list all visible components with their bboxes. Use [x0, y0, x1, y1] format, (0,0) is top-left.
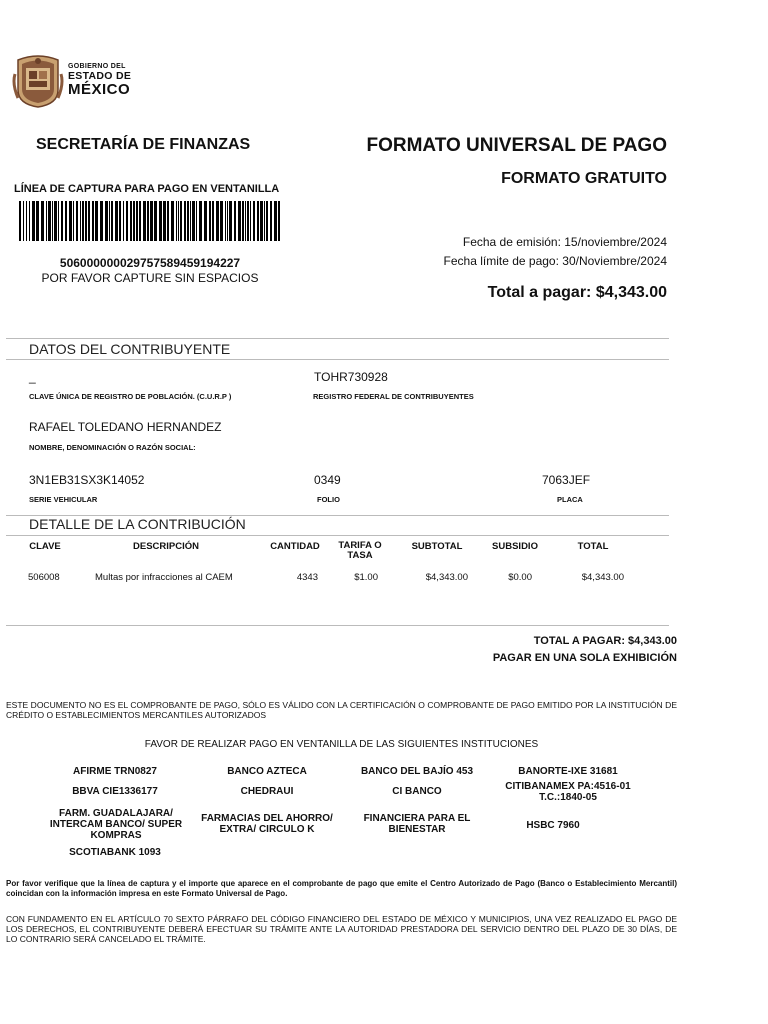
institucion-item: BANCO AZTECA	[227, 766, 307, 777]
datos-contribuyente-title: DATOS DEL CONTRIBUYENTE	[29, 341, 231, 357]
fecha-emision: Fecha de emisión: 15/noviembre/2024	[462, 235, 667, 249]
detalle-title: DETALLE DE LA CONTRIBUCIÓN	[29, 516, 246, 532]
institucion-item: BANORTE-IXE 31681	[518, 766, 618, 777]
col-tarifa: TARIFA O TASA	[338, 540, 382, 561]
folio-value: 0349	[314, 473, 341, 487]
secretaria-title: SECRETARÍA DE FINANZAS	[36, 136, 251, 153]
institucion-item: BBVA CIE1336177	[72, 786, 158, 797]
formato-title: FORMATO UNIVERSAL DE PAGO	[366, 135, 667, 156]
gov-line-1: GOBIERNO DEL	[68, 63, 126, 70]
row-clave: 506008	[28, 572, 60, 583]
curp-label: CLAVE ÚNICA DE REGISTRO DE POBLACIÓN. (C.U.R.P )	[29, 392, 232, 401]
serie-label: SERIE VEHICULAR	[29, 495, 98, 504]
row-cantidad: 4343	[296, 572, 318, 583]
col-subtotal: SUBTOTAL	[411, 541, 463, 552]
estado-de-mexico-seal-icon	[12, 54, 64, 108]
placa-label: PLACA	[557, 495, 583, 504]
linea-captura-number: 506000000029757589459194227	[59, 256, 241, 270]
row-subtotal: $4,343.00	[425, 572, 468, 583]
curp-value: _	[29, 370, 36, 384]
institucion-item: CITIBANAMEX PA:4516-01 T.C.:1840-05	[505, 781, 631, 803]
col-subsidio: SUBSIDIO	[492, 541, 538, 552]
fundamento-note: CON FUNDAMENTO EN EL ARTÍCULO 70 SEXTO PÁRRAFO DEL CÓDIGO FINANCIERO DEL ESTADO DE MÉXICO Y MUNICIPIOS, UNA VEZ REALIZADO EL PAGO DE LOS DERECHOS, EL CONTRIBUYENTE DEBERÁ EFECTUAR SU TRÁMITE ANTE LA AUTORIDAD PRESTADORA DEL SERVICIO DENTRO DEL PLAZO DE 30 DÍAS, DE LO CONTRARIO SERÁ CANCELADO EL TRÁMITE.	[6, 914, 677, 944]
col-clave: CLAVE	[29, 541, 61, 552]
divider	[6, 359, 669, 360]
resumen-total: TOTAL A PAGAR: $4,343.00	[533, 635, 677, 647]
institucion-item: AFIRME TRN0827	[73, 766, 157, 777]
row-subsidio: $0.00	[508, 572, 532, 583]
institucion-item: FARM. GUADALAJARA/ INTERCAM BANCO/ SUPER KOMPRAS	[49, 808, 183, 841]
divider	[6, 625, 669, 626]
nombre-label: NOMBRE, DENOMINACIÓN O RAZÓN SOCIAL:	[29, 443, 196, 452]
gov-line-3: MÉXICO	[68, 80, 131, 98]
col-cantidad: CANTIDAD	[270, 541, 320, 552]
fecha-limite: Fecha límite de pago: 30/Noviembre/2024	[443, 254, 667, 268]
row-tarifa: $1.00	[354, 572, 378, 583]
divider	[6, 338, 669, 339]
divider	[6, 535, 669, 536]
aviso-comprobante: ESTE DOCUMENTO NO ES EL COMPROBANTE DE PAGO, SÓLO ES VÁLIDO CON LA CERTIFICACIÓN O COMPROBANTE DE PAGO EMITIDO POR LA INSTITUCIÓN DE CRÉDITO O ESTABLECIMIENTOS MERCANTILES AUTORIZADOS	[6, 700, 677, 720]
placa-value: 7063JEF	[542, 473, 591, 487]
row-descripcion: Multas por infracciones al CAEM	[95, 572, 233, 583]
institucion-item: SCOTIABANK 1093	[69, 847, 161, 858]
folio-label: FOLIO	[317, 495, 340, 504]
institucion-item: FARMACIAS DEL AHORRO/ EXTRA/ CIRCULO K	[201, 813, 333, 835]
institucion-item: FINANCIERA PARA EL BIENESTAR	[363, 813, 471, 835]
formato-gratuito: FORMATO GRATUITO	[501, 170, 667, 187]
col-descripcion: DESCRIPCIÓN	[133, 541, 199, 552]
linea-captura-label: LÍNEA DE CAPTURA PARA PAGO EN VENTANILLA	[14, 183, 280, 195]
fechas-block	[444, 233, 667, 271]
institucion-item: CHEDRAUI	[240, 786, 294, 797]
resumen-exhibicion: PAGAR EN UNA SOLA EXHIBICIÓN	[492, 652, 677, 664]
favor-instituciones: FAVOR DE REALIZAR PAGO EN VENTANILLA DE LAS SIGUIENTES INSTITUCIONES	[144, 739, 539, 750]
institucion-item: CI BANCO	[392, 786, 442, 797]
institucion-item: BANCO DEL BAJÍO 453	[360, 766, 474, 777]
verifique-note: Por favor verifique que la línea de captura y el importe que aparece en el comprobante de pago que emite el Centro Autorizado de Pago (Banco o Establecimiento Mercantil) coincidan con la información impresa en este Formato Universal de Pago.	[6, 879, 677, 898]
institucion-item: HSBC 7960	[526, 820, 580, 831]
gov-line-2: ESTADO DE	[68, 70, 132, 82]
rfc-value: TOHR730928	[314, 370, 388, 384]
gobierno-logo-text	[68, 63, 131, 97]
row-total: $4,343.00	[581, 572, 624, 583]
col-total: TOTAL	[577, 541, 609, 552]
rfc-label: REGISTRO FEDERAL DE CONTRIBUYENTES	[313, 392, 474, 401]
serie-value: 3N1EB31SX3K14052	[29, 473, 145, 487]
nombre-value: RAFAEL TOLEDANO HERNANDEZ	[29, 420, 222, 434]
capture-note: POR FAVOR CAPTURE SIN ESPACIOS	[41, 271, 259, 285]
total-a-pagar: Total a pagar: $4,343.00	[487, 284, 667, 301]
barcode	[19, 201, 281, 241]
